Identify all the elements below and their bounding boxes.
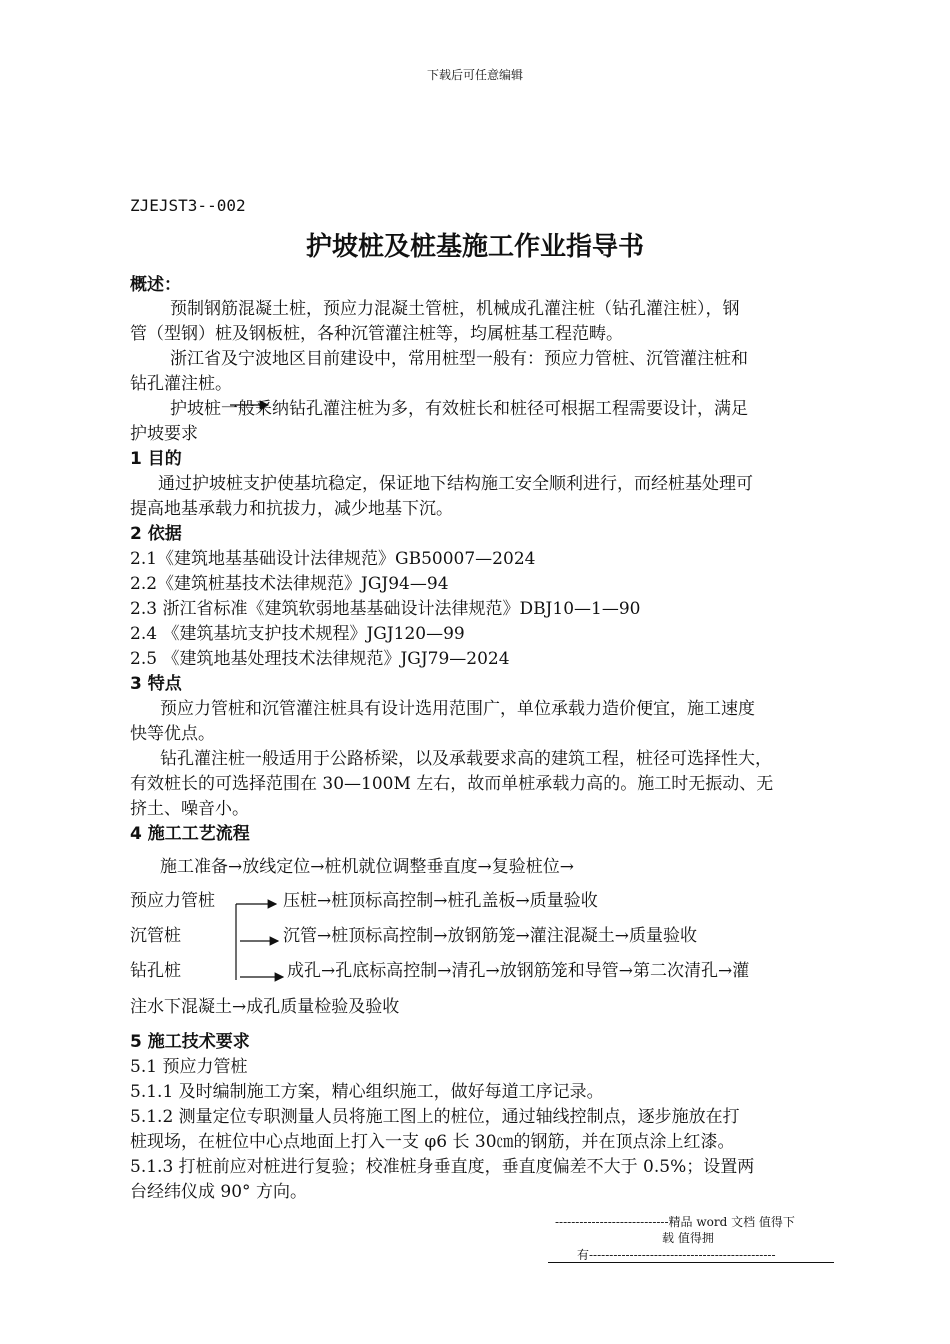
overview-p3-line1: 护坡桩一般采纳钻孔灌注桩为多，有效桩长和桩径可根据工程需要设计，满足 — [170, 399, 748, 419]
flow-label-bored: 钻孔桩 — [130, 961, 181, 981]
section5-line-513a: 5.1.3 打桩前应对桩进行复验；校准桩身垂直度，垂直度偏差不大于 0.5%；设置两 — [130, 1157, 755, 1177]
flow-common-steps: 施工准备→放线定位→桩机就位调整垂直度→复验桩位→ — [160, 857, 574, 877]
section2-item-3: 2.3 浙江省标准《建筑软弱地基基础设计法律规范》DBJ10—1—90 — [130, 599, 641, 619]
section5-sub: 5.1 预应力管桩 — [130, 1057, 248, 1077]
section3-heading: 3 特点 — [130, 674, 182, 694]
section3-p2-line2: 有效桩长的可选择范围在 30—100M 左右，故而单桩承载力高的。施工时无振动、无 — [130, 774, 774, 794]
header-note: 下载后可任意编辑 — [426, 68, 523, 82]
overview-p3-line2: 护坡要求 — [130, 424, 198, 444]
section4-heading: 4 施工工艺流程 — [130, 824, 250, 844]
flow-steps-prestressed: 压桩→桩顶标高控制→桩孔盖板→质量验收 — [283, 891, 598, 911]
flow-tail: 注水下混凝土→成孔质量检验及验收 — [130, 997, 400, 1017]
overview-p1-line1: 预制钢筋混凝土桩，预应力混凝土管桩，机械成孔灌注桩（钻孔灌注桩），钢 — [170, 299, 740, 319]
flow-label-prestressed: 预应力管桩 — [130, 891, 215, 911]
section1-line2: 提高地基承载力和抗拔力，减少地基下沉。 — [130, 499, 453, 519]
page-title: 护坡桩及桩基施工作业指导书 — [305, 232, 644, 262]
section2-heading: 2 依据 — [130, 524, 182, 544]
flow-label-sinking: 沉管桩 — [130, 926, 181, 946]
section3-p1-line1: 预应力管桩和沉管灌注桩具有设计选用范围广，单位承载力造价便宜，施工速度 — [160, 699, 755, 719]
section2-item-5: 2.5 《建筑地基处理技术法律规范》JGJ79—2024 — [130, 649, 510, 669]
section5-line-512b: 桩现场，在桩位中心点地面上打入一支 φ6 长 30㎝的钢筋，并在顶点涂上红漆。 — [130, 1132, 735, 1152]
footer-line3: 有---------------------------------------------- — [577, 1248, 776, 1262]
overview-p2-line1: 浙江省及宁波地区目前建设中，常用桩型一般有：预应力管桩、沉管灌注桩和 — [170, 349, 748, 369]
section3-p1-line2: 快等优点。 — [130, 724, 215, 744]
footer-line1: ----------------------------精品 word 文档 值得下 — [555, 1215, 795, 1229]
overview-p2-line2: 钻孔灌注桩。 — [130, 374, 232, 394]
document-code: ZJEJST3--002 — [130, 196, 246, 215]
flow-steps-sinking: 沉管→桩顶标高控制→放钢筋笼→灌注混凝土→质量验收 — [283, 926, 697, 946]
section2-item-1: 2.1《建筑地基基础设计法律规范》GB50007—2024 — [130, 549, 536, 569]
footer-line2: 载 值得拥 — [662, 1231, 714, 1245]
flow-steps-bored: 成孔→孔底标高控制→清孔→放钢筋笼和导管→第二次清孔→灌 — [287, 961, 750, 981]
section1-heading: 1 目的 — [130, 449, 182, 469]
section2-item-2: 2.2《建筑桩基技术法律规范》JGJ94—94 — [130, 574, 449, 594]
section5-line-511: 5.1.1 及时编制施工方案，精心组织施工，做好每道工序记录。 — [130, 1082, 604, 1102]
section2-item-4: 2.4 《建筑基坑支护技术规程》JGJ120—99 — [130, 624, 465, 644]
section5-heading: 5 施工技术要求 — [130, 1032, 250, 1052]
overview-p1-line2: 管（型钢）桩及钢板桩，各种沉管灌注桩等，均属桩基工程范畴。 — [130, 324, 623, 344]
footer-rule — [548, 1262, 834, 1263]
section3-p2-line1: 钻孔灌注桩一般适用于公路桥梁，以及承载要求高的建筑工程，桩径可选择性大， — [160, 749, 772, 769]
section5-line-513b: 台经纬仪成 90° 方向。 — [130, 1182, 307, 1202]
overview-heading: 概述： — [130, 275, 181, 295]
section5-line-512a: 5.1.2 测量定位专职测量人员将施工图上的桩位，通过轴线控制点，逐步施放在打 — [130, 1107, 740, 1127]
section1-line1: 通过护坡桩支护使基坑稳定，保证地下结构施工安全顺利进行，而经桩基处理可 — [158, 474, 753, 494]
section3-p2-line3: 挤土、噪音小。 — [130, 799, 249, 819]
